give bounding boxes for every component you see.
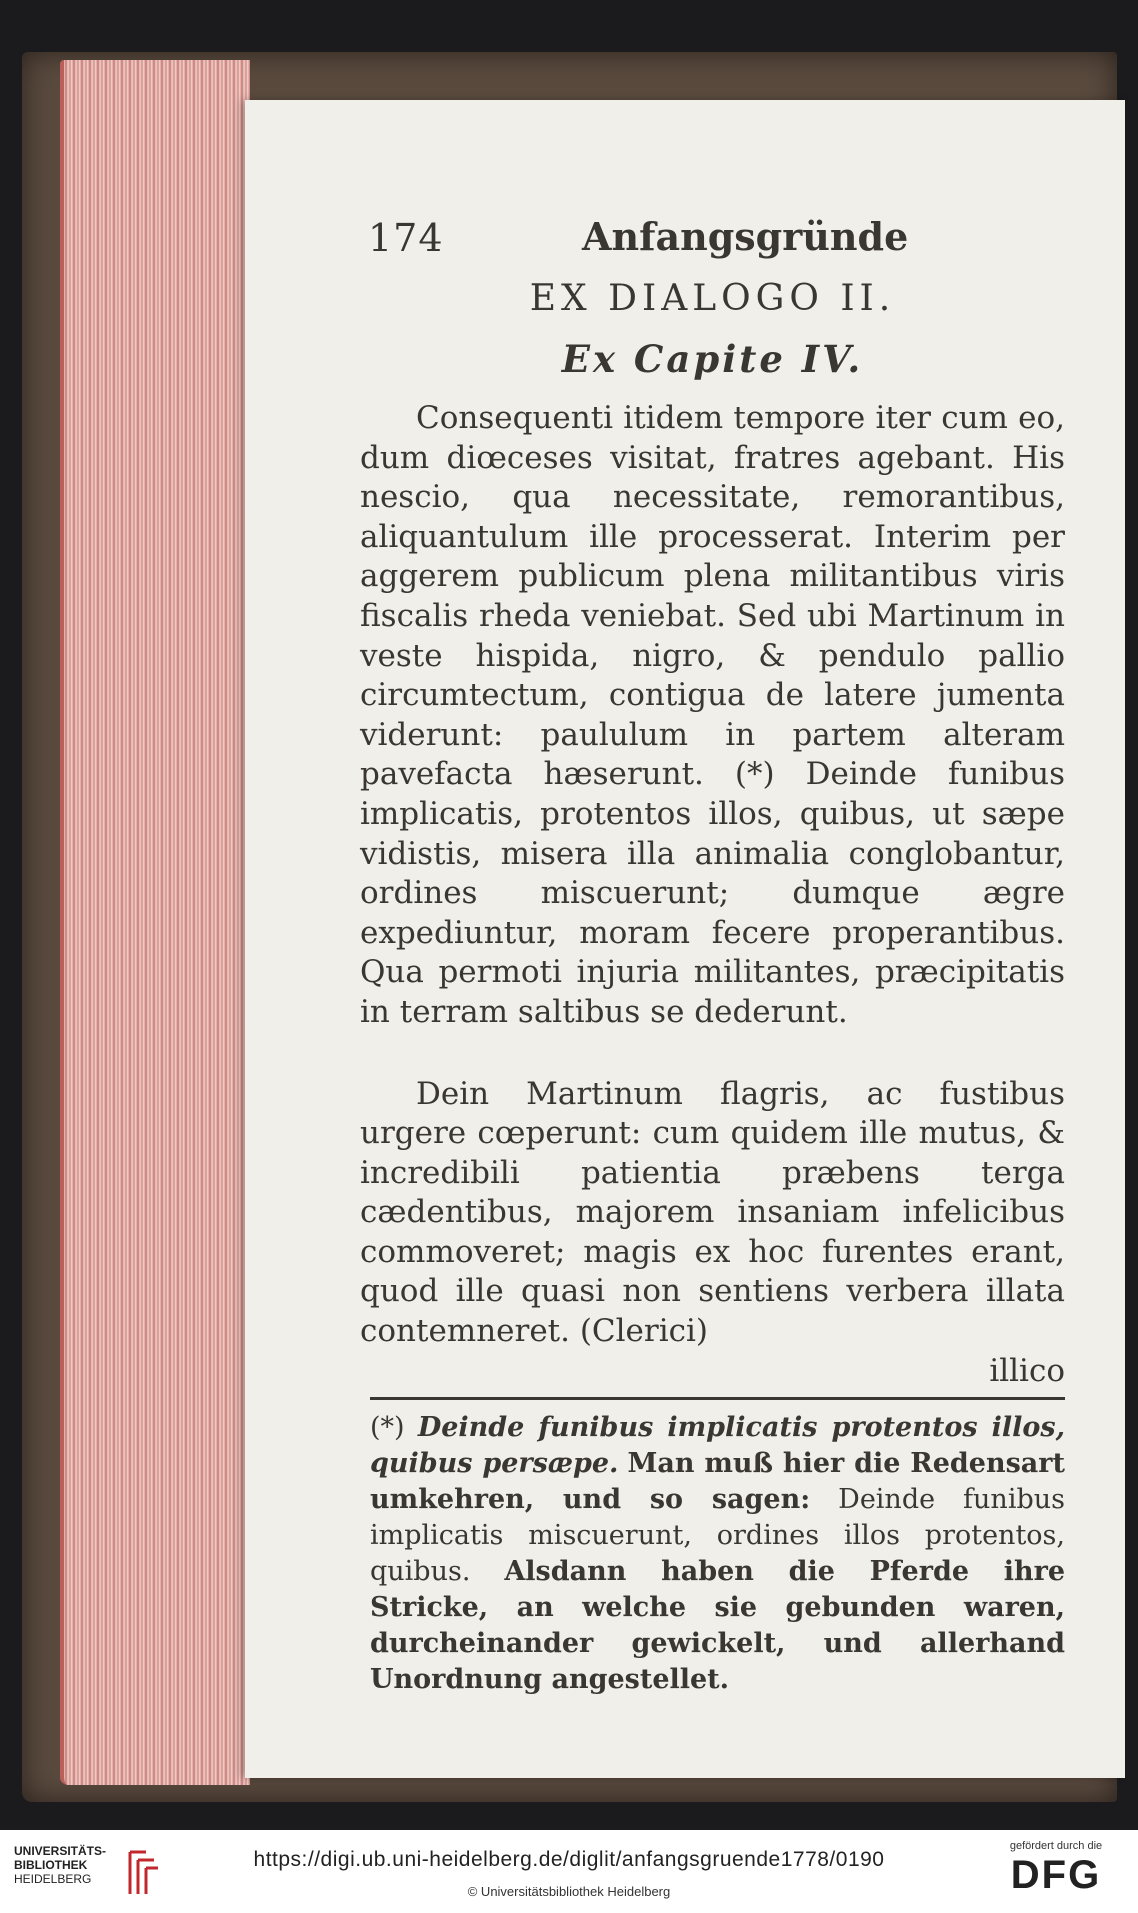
footnote-mark: (*) [370,1412,405,1444]
paragraph-2: Dein Martinum flagris, ac fustibus urgere cœperunt: cum quidem ille mutus, & incredibili patientia præbens terga cædentibus, majorem insaniam infelicibus commoveret; magis ex hoc furentes erant, quod ille quasi non sentiens verbera illata contemneret. (Clerici) [360,1075,1065,1350]
viewer-footer [0,1830,1138,1913]
page-edges [60,60,250,1785]
copyright-notice: © Universitätsbibliothek Heidelberg [467,1884,671,1899]
section-title: EX DIALOGO II. [529,278,896,319]
catchword: illico [989,1352,1065,1389]
logo-line-3: HEIDELBERG [14,1872,92,1886]
footnote-latin-2: Deinde funibus implicatis miscuerunt, ordines illos protentos, quibus. [370,1484,1065,1588]
logo-line-2: BIBLIOTHEK [14,1858,88,1872]
page-url[interactable]: https://digi.ub.uni-heidelberg.de/diglit/anfangsgruende1778/0190 [253,1848,885,1871]
page-number: 174 [368,216,444,260]
footnote-german-2: Alsdann haben die Pferde ihre Stricke, an welche sie gebunden waren, durcheinander gewickelt, und allerhand Unordnung angestellet. [370,1556,1066,1696]
dfg-logo: DFG [1010,1853,1102,1897]
page-text [360,210,1065,1698]
chapter-title: Ex Capite IV. [561,337,864,381]
footnote [360,1410,1065,1698]
footnote-german-1: Man muß hier die Redensart umkehren, und so sagen: [370,1448,1065,1516]
footnote-latin: Deinde funibus implicatis protentos illos, quibus persæpe. [370,1412,1065,1480]
logo-line-1: UNIVERSITÄTS- [14,1844,107,1858]
paragraph-1: Consequenti itidem tempore iter cum eo, dum diœceses visitat, fratres agebant. His nescio, qua necessitate, remorantibus, aliquantulum ille processerat. Interim per aggerem publicum plena militantibus viris fiscalis rheda veniebat. Sed ubi Martinum in veste hispida, nigro, & pendulo pallio circumtectum, contigua de latere jumenta viderunt: paululum in partem alteram pavefacta hæserunt. (*) Deinde funibus implicatis, protentos illos, quibus, ut sæpe vidistis, misera illa animalia conglobantur, ordines miscuerunt; dumque ægre expediuntur, moram fecere properantibus. Qua permoti injuria militantes, præcipitatis in terram saltibus se dederunt. [360,400,1065,1030]
sponsor-text: gefördert durch die [1009,1840,1103,1852]
page-header [360,210,1065,270]
sponsor[interactable] [996,1840,1116,1898]
footnote-rule [370,1397,1065,1400]
running-title: Anfangsgründe [582,214,909,259]
